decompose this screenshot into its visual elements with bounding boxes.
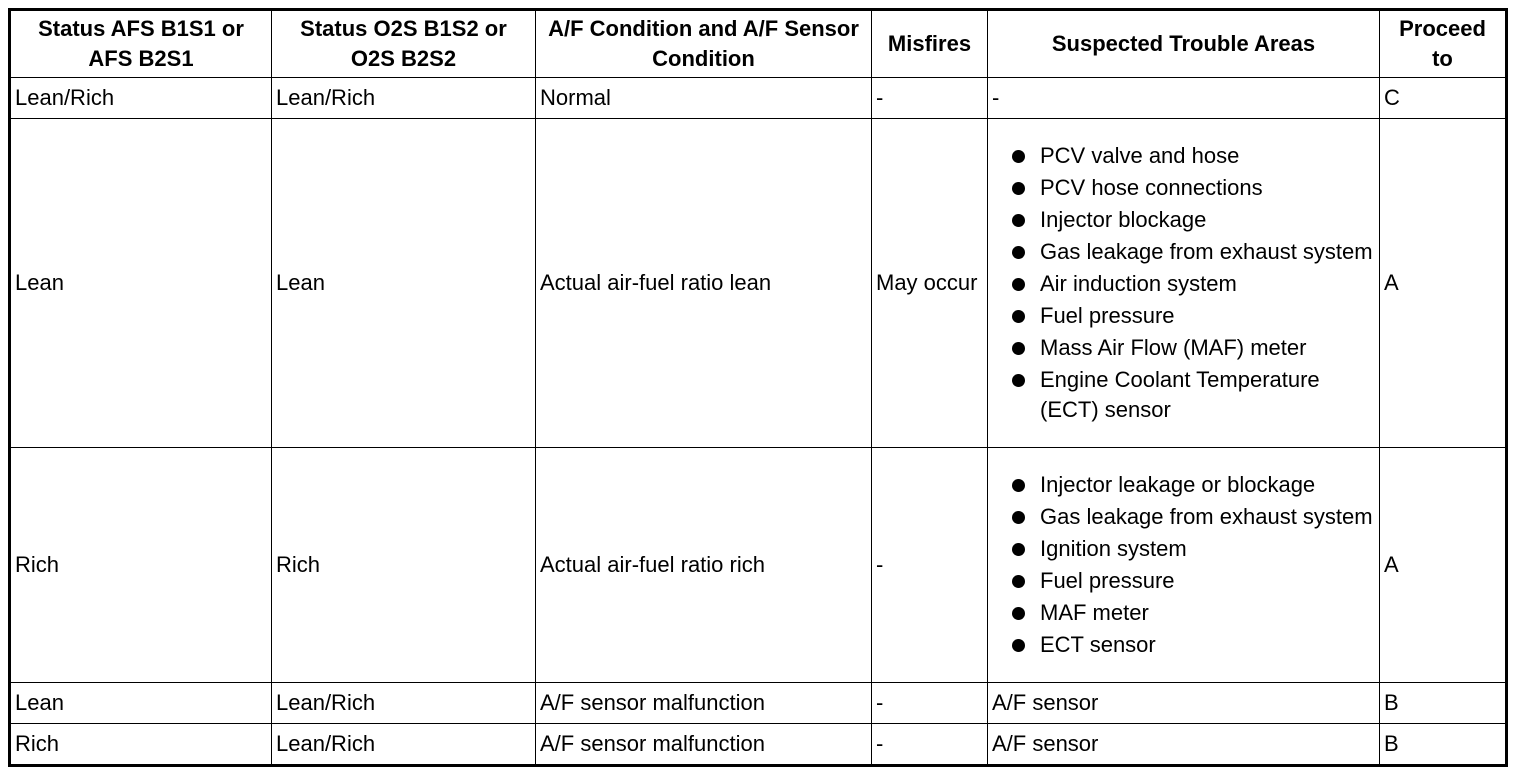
list-item [992, 502, 1375, 532]
misfires-cell: - [872, 78, 988, 119]
o2s-status-cell: Rich [272, 448, 536, 683]
column-header-proceed-to: Proceed to [1380, 10, 1507, 78]
bullet-icon [1012, 150, 1025, 163]
proceed-to-cell: A [1380, 119, 1507, 448]
trouble-areas-list [992, 141, 1375, 425]
trouble-areas-cell [988, 119, 1380, 448]
trouble-area-label: Fuel pressure [1040, 567, 1175, 593]
table-row [10, 724, 1507, 766]
proceed-to-cell: C [1380, 78, 1507, 119]
list-item [992, 534, 1375, 564]
trouble-area-label: Injector leakage or blockage [1040, 471, 1316, 497]
column-header-misfires: Misfires [872, 10, 988, 78]
af-condition-cell: Normal [536, 78, 872, 119]
bullet-icon [1012, 639, 1025, 652]
trouble-area-label: Mass Air Flow (MAF) meter [1040, 334, 1307, 360]
bullet-icon [1012, 182, 1025, 195]
proceed-to-cell: A [1380, 448, 1507, 683]
trouble-area-label: MAF meter [1040, 599, 1149, 625]
list-item [992, 566, 1375, 596]
misfires-cell: - [872, 448, 988, 683]
column-header-suspected-trouble-areas: Suspected Trouble Areas [988, 10, 1380, 78]
misfires-cell: May occur [872, 119, 988, 448]
table-row [10, 683, 1507, 724]
afs-status-cell: Lean [10, 119, 272, 448]
list-item [992, 333, 1375, 363]
list-item [992, 205, 1375, 235]
list-item [992, 141, 1375, 171]
misfires-cell: - [872, 683, 988, 724]
trouble-area-label: PCV hose connections [1040, 174, 1263, 200]
afs-status-cell: Rich [10, 448, 272, 683]
trouble-diagnosis-table [8, 8, 1508, 767]
bullet-icon [1012, 607, 1025, 620]
bullet-icon [1012, 278, 1025, 291]
trouble-areas-cell: A/F sensor [988, 683, 1380, 724]
proceed-to-cell: B [1380, 724, 1507, 766]
afs-status-cell: Lean [10, 683, 272, 724]
bullet-icon [1012, 310, 1025, 323]
trouble-area-label: ECT sensor [1040, 631, 1156, 657]
table-row [10, 78, 1507, 119]
trouble-areas-cell: - [988, 78, 1380, 119]
trouble-area-label: Engine Coolant Temperature (ECT) sensor [1040, 366, 1320, 422]
list-item [992, 301, 1375, 331]
bullet-icon [1012, 575, 1025, 588]
list-item [992, 237, 1375, 267]
trouble-area-label: PCV valve and hose [1040, 142, 1240, 168]
o2s-status-cell: Lean/Rich [272, 683, 536, 724]
misfires-cell: - [872, 724, 988, 766]
bullet-icon [1012, 246, 1025, 259]
column-header-o2s-status: Status O2S B1S2 or O2S B2S2 [272, 10, 536, 78]
bullet-icon [1012, 511, 1025, 524]
table-row [10, 119, 1507, 448]
trouble-area-label: Injector blockage [1040, 206, 1207, 232]
bullet-icon [1012, 342, 1025, 355]
af-condition-cell: A/F sensor malfunction [536, 724, 872, 766]
list-item [992, 365, 1375, 425]
list-item [992, 470, 1375, 500]
header-row [10, 10, 1507, 78]
o2s-status-cell: Lean/Rich [272, 724, 536, 766]
trouble-area-label: Gas leakage from exhaust system [1040, 503, 1373, 529]
bullet-icon [1012, 374, 1025, 387]
list-item [992, 598, 1375, 628]
trouble-areas-cell [988, 448, 1380, 683]
afs-status-cell: Rich [10, 724, 272, 766]
table-row [10, 448, 1507, 683]
list-item [992, 269, 1375, 299]
afs-status-cell: Lean/Rich [10, 78, 272, 119]
bullet-icon [1012, 214, 1025, 227]
trouble-area-label: Fuel pressure [1040, 302, 1175, 328]
page [8, 8, 1508, 767]
o2s-status-cell: Lean/Rich [272, 78, 536, 119]
af-condition-cell: A/F sensor malfunction [536, 683, 872, 724]
list-item [992, 173, 1375, 203]
list-item [992, 630, 1375, 660]
trouble-area-label: Gas leakage from exhaust system [1040, 238, 1373, 264]
trouble-areas-list [992, 470, 1375, 660]
af-condition-cell: Actual air-fuel ratio lean [536, 119, 872, 448]
column-header-af-condition: A/F Condition and A/F Sensor Condition [536, 10, 872, 78]
trouble-area-label: Ignition system [1040, 535, 1187, 561]
bullet-icon [1012, 543, 1025, 556]
trouble-areas-cell: A/F sensor [988, 724, 1380, 766]
bullet-icon [1012, 479, 1025, 492]
af-condition-cell: Actual air-fuel ratio rich [536, 448, 872, 683]
column-header-afs-status: Status AFS B1S1 or AFS B2S1 [10, 10, 272, 78]
trouble-area-label: Air induction system [1040, 270, 1237, 296]
proceed-to-cell: B [1380, 683, 1507, 724]
o2s-status-cell: Lean [272, 119, 536, 448]
